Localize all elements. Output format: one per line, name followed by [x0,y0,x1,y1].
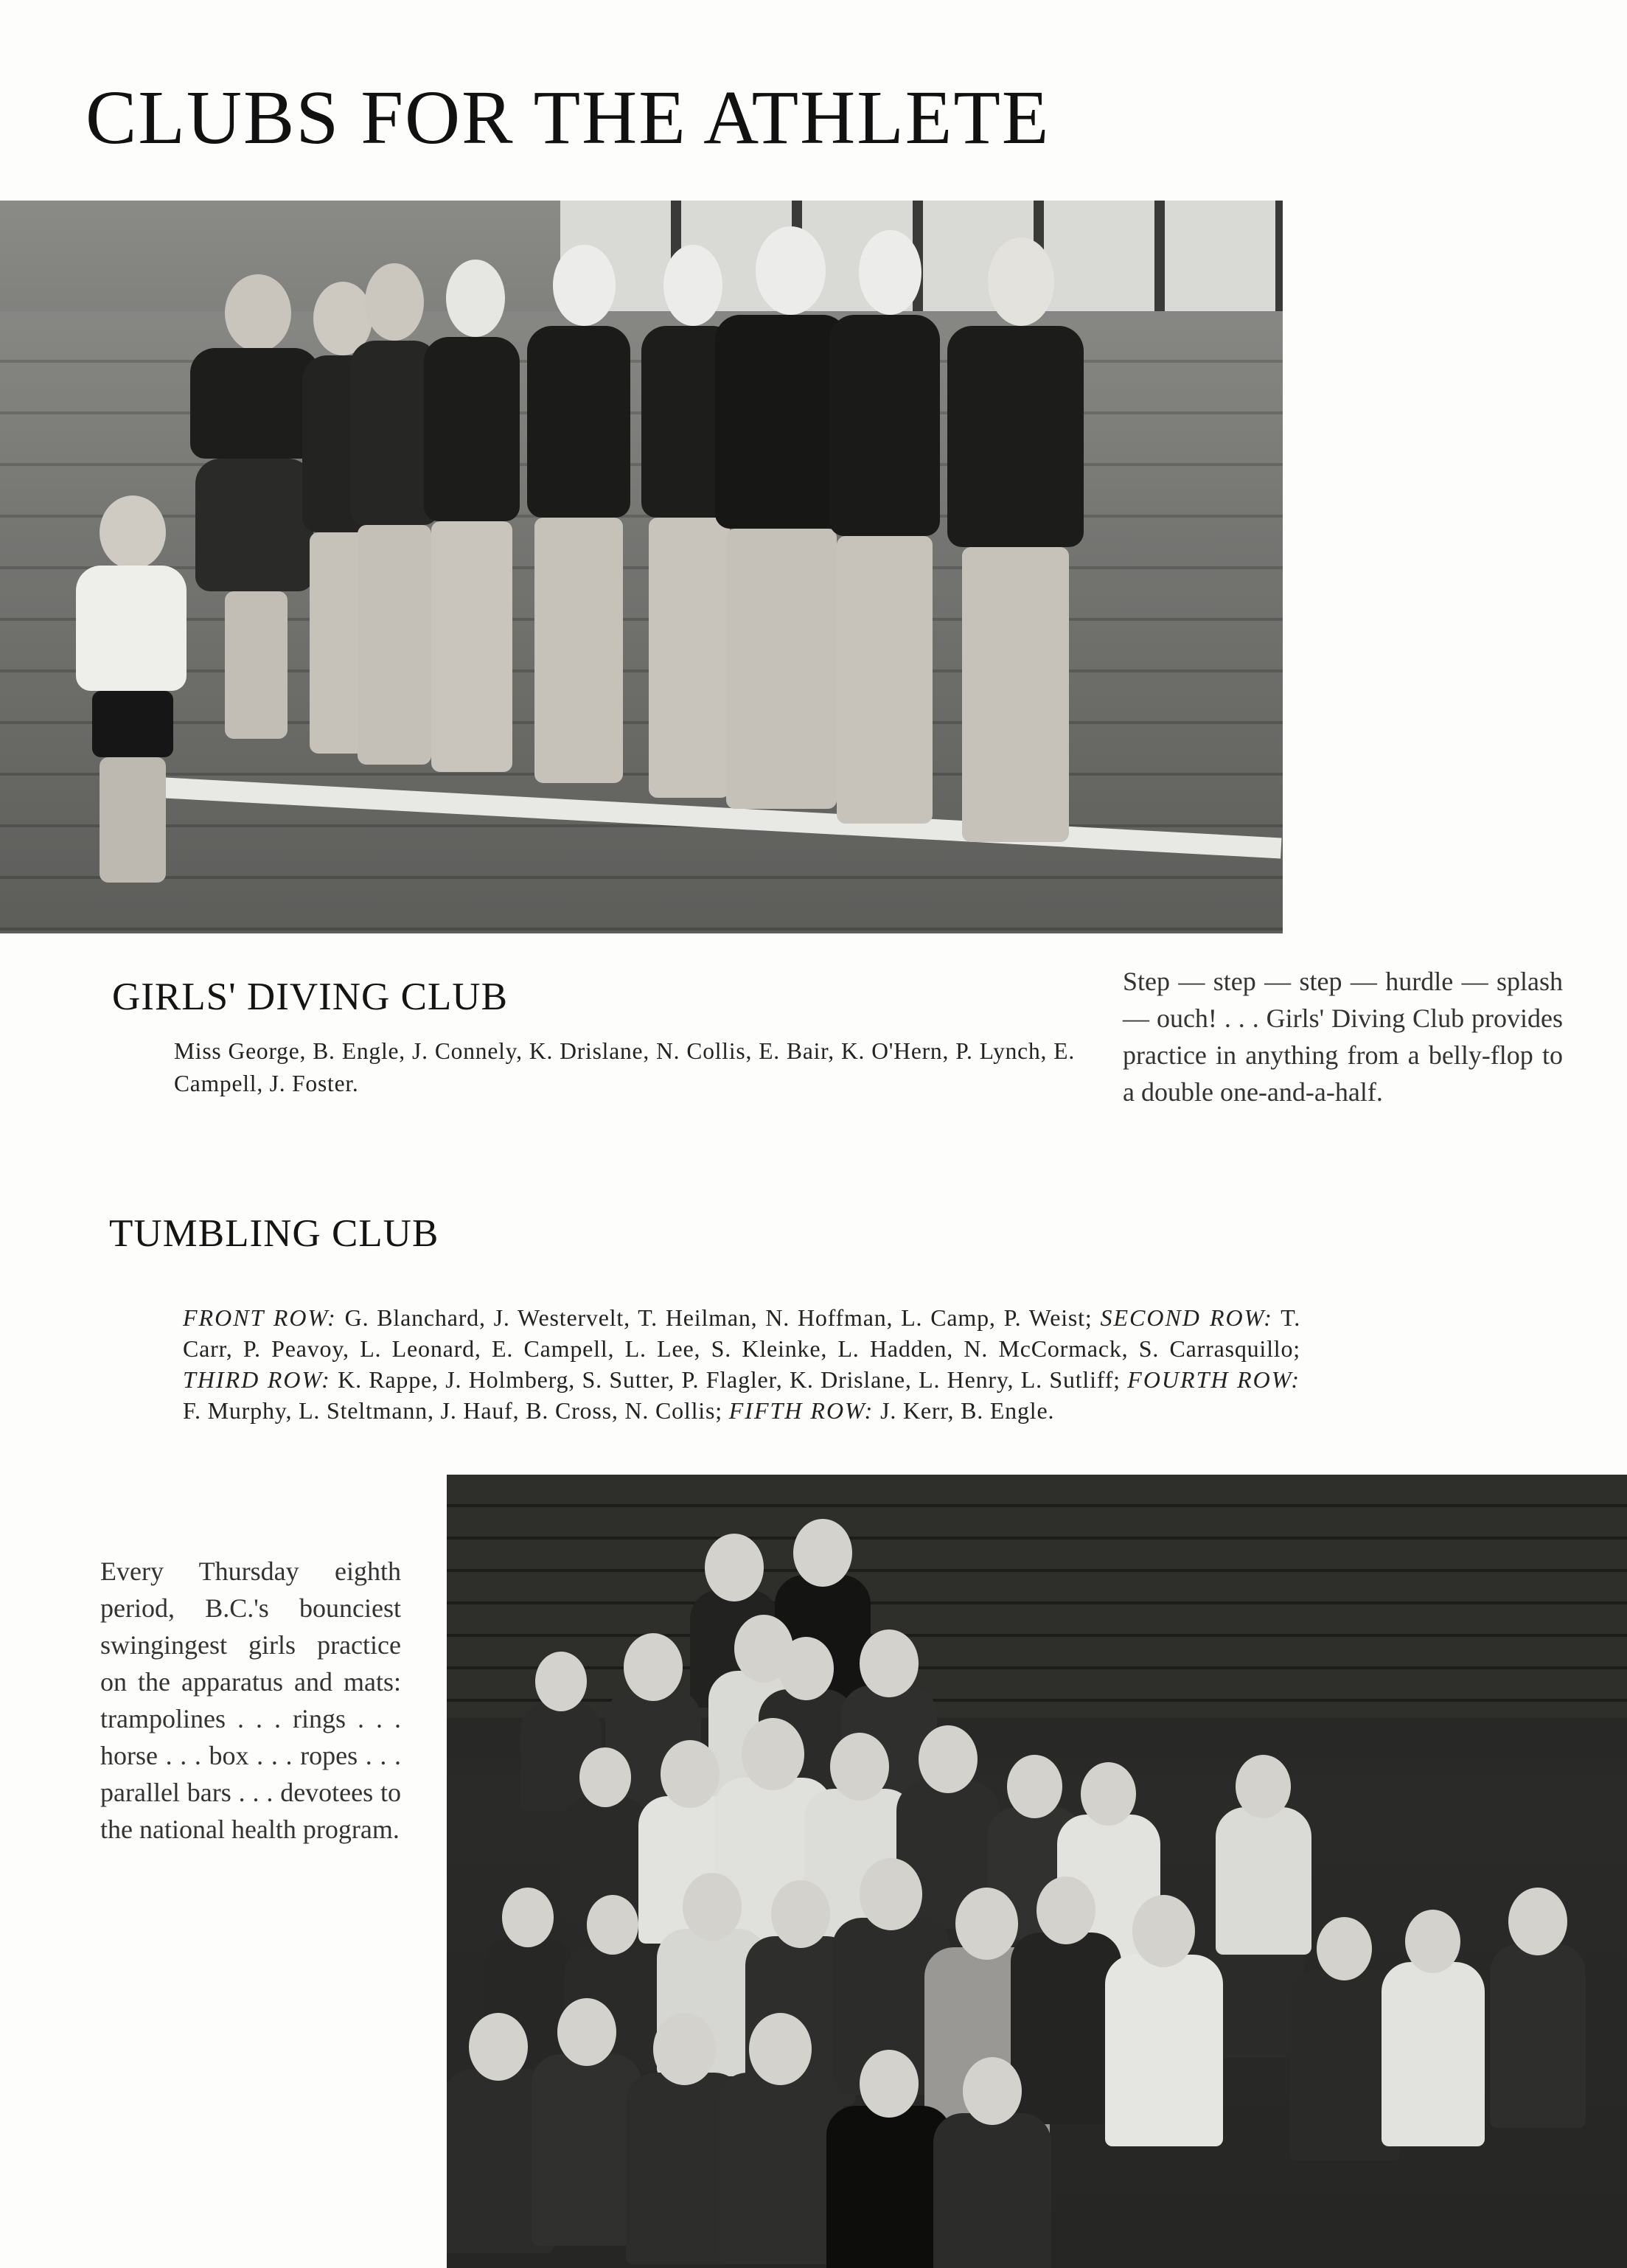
tumbling-club-member-names [183,1302,1300,1426]
fourth-row-label: FOURTH ROW: [1127,1366,1300,1393]
diving-club-member-names: Miss George, B. Engle, J. Connely, K. Drislane, N. Collis, E. Bair, K. O'Hern, P. Lynch, E. Campell, J. Foster. [174,1038,1075,1096]
tumbling-club-caption: Every Thursday eighth period, B.C.'s bounciest swingingest girls practice on the apparatus and mats: trampolines . . . rings . . . horse . . . box . . . ropes . . . parallel bars . . . devotees to the national health program. [100,1556,401,1844]
diving-club-heading: GIRLS' DIVING CLUB [112,975,508,1018]
member-figure-8 [818,230,951,831]
fifth-row-names: J. Kerr, B. Engle. [880,1397,1055,1424]
member-figure-9 [940,237,1091,849]
member-figure-4 [413,260,531,779]
third-row-label: THIRD ROW: [183,1366,331,1393]
tumbling-club-heading: TUMBLING CLUB [109,1212,439,1255]
fourth-row-names: F. Murphy, L. Steltmann, J. Hauf, B. Cross, N. Collis; [183,1397,722,1424]
gym-wall [447,1475,1627,1718]
diving-club-caption: Step — step — step — hurdle — splash — ouch! . . . Girls' Diving Club provides practice in anything from a belly-flop to a double one-and-a-half. [1123,967,1563,1107]
fifth-row-label: FIFTH ROW: [728,1397,874,1424]
member-figure-5 [516,245,641,794]
diving-club-photo [0,201,1283,933]
second-row-names: T. Carr, P. Peavoy, L. Leonard, E. Campell, L. Lee, S. Kleinke, L. Hadden, N. McCormack, S. Carrasquillo; [183,1304,1300,1362]
second-row-label: SECOND ROW: [1100,1304,1273,1331]
front-row-label: FRONT ROW: [183,1304,337,1331]
tumbling-club-photo [447,1475,1627,2268]
coach-figure [70,495,195,886]
page-title: CLUBS FOR THE ATHLETE [86,75,1051,160]
front-row-names: G. Blanchard, J. Westervelt, T. Heilman, N. Hoffman, L. Camp, P. Weist; [344,1304,1093,1331]
third-row-names: K. Rappe, J. Holmberg, S. Sutter, P. Flagler, K. Drislane, L. Henry, L. Sutliff; [338,1366,1121,1393]
